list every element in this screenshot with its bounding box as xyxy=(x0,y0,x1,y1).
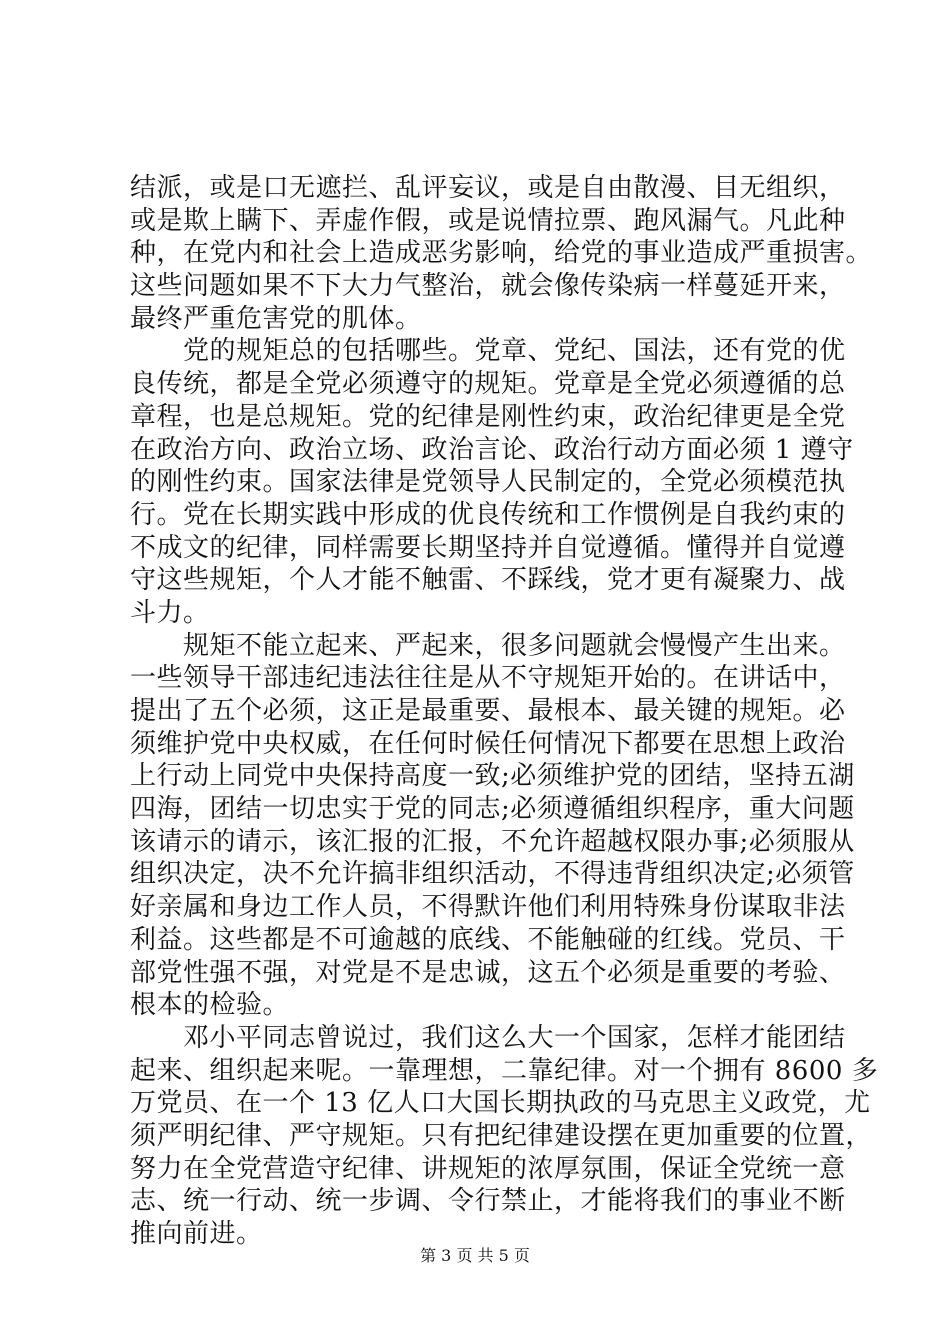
text-line: 利益。这些都是不可逾越的底线、不能触碰的红线。党员、干 xyxy=(130,924,846,955)
text-line: 不成文的纪律，同样需要长期坚持并自觉遵循。懂得并自觉遵 xyxy=(130,532,846,563)
text-line: 好亲属和身边工作人员，不得默许他们利用特殊身份谋取非法 xyxy=(130,892,846,923)
text-line: 根本的检验。 xyxy=(130,990,290,1021)
text-line: 起来、组织起来呢。一靠理想，二靠纪律。对一个拥有 8600 多 xyxy=(130,1055,879,1086)
text-line: 须维护党中央权威，在任何时候任何情况下都要在思想上政治 xyxy=(130,728,846,759)
text-line: 的刚性约束。国家法律是党领导人民制定的，全党必须模范执 xyxy=(130,467,846,498)
text-line: 该请示的请示，该汇报的汇报，不允许超越权限办事;必须服从 xyxy=(130,826,855,857)
text-line: 党的规矩总的包括哪些。党章、党纪、国法，还有党的优 xyxy=(130,336,846,367)
text-line: 在政治方向、政治立场、政治言论、政治行动方面必须 1 遵守 xyxy=(130,434,854,465)
text-line: 万党员、在一个 13 亿人口大国长期执政的马克思主义政党，尤 xyxy=(130,1088,871,1119)
text-line: 斗力。 xyxy=(130,597,210,628)
text-line: 志、统一行动、统一步调、令行禁止，才能将我们的事业不断 xyxy=(130,1186,846,1217)
text-line: 规矩不能立起来、严起来，很多问题就会慢慢产生出来。 xyxy=(130,630,846,661)
text-line: 章程，也是总规矩。党的纪律是刚性约束，政治纪律更是全党 xyxy=(130,401,846,432)
text-line: 行。党在长期实践中形成的优良传统和工作惯例是自我约束的 xyxy=(130,499,846,530)
text-line: 努力在全党营造守纪律、讲规矩的浓厚氛围，保证全党统一意 xyxy=(130,1153,846,1184)
text-line: 种，在党内和社会上造成恶劣影响，给党的事业造成严重损害。 xyxy=(130,238,873,269)
text-line: 四海，团结一切忠实于党的同志;必须遵循组织程序，重大问题 xyxy=(130,794,855,825)
text-line: 结派，或是口无遮拦、乱评妄议，或是自由散漫、目无组织， xyxy=(130,173,846,203)
text-line: 守这些规矩，个人才能不触雷、不踩线，党才更有凝聚力、战 xyxy=(130,565,846,596)
text-line: 良传统，都是全党必须遵守的规矩。党章是全党必须遵循的总 xyxy=(130,369,846,400)
text-line: 推向前进。 xyxy=(130,1219,263,1249)
text-line: 部党性强不强，对党是不是忠诚，这五个必须是重要的考验、 xyxy=(130,957,846,988)
text-line: 提出了五个必须，这正是最重要、最根本、最关键的规矩。必 xyxy=(130,696,846,726)
text-line: 组织决定，决不允许搞非组织活动，不得违背组织决定;必须管 xyxy=(130,859,855,890)
text-line: 一些领导干部违纪违法往往是从不守规矩开始的。在讲话中， xyxy=(130,663,846,694)
page-footer: 第 3 页 共 5 页 xyxy=(420,1246,530,1265)
text-line: 最终严重危害党的肌体。 xyxy=(130,303,422,334)
text-line: 这些问题如果不下大力气整治，就会像传染病一样蔓延开来， xyxy=(130,271,846,302)
text-line: 上行动上同党中央保持高度一致;必须维护党的团结，坚持五湖 xyxy=(130,761,855,792)
text-line: 或是欺上瞒下、弄虚作假，或是说情拉票、跑风漏气。凡此种 xyxy=(130,205,846,236)
text-line: 须严明纪律、严守规矩。只有把纪律建设摆在更加重要的位置， xyxy=(130,1120,873,1151)
text-line: 邓小平同志曾说过，我们这么大一个国家，怎样才能团结 xyxy=(130,1022,846,1053)
body-text xyxy=(130,172,879,1251)
